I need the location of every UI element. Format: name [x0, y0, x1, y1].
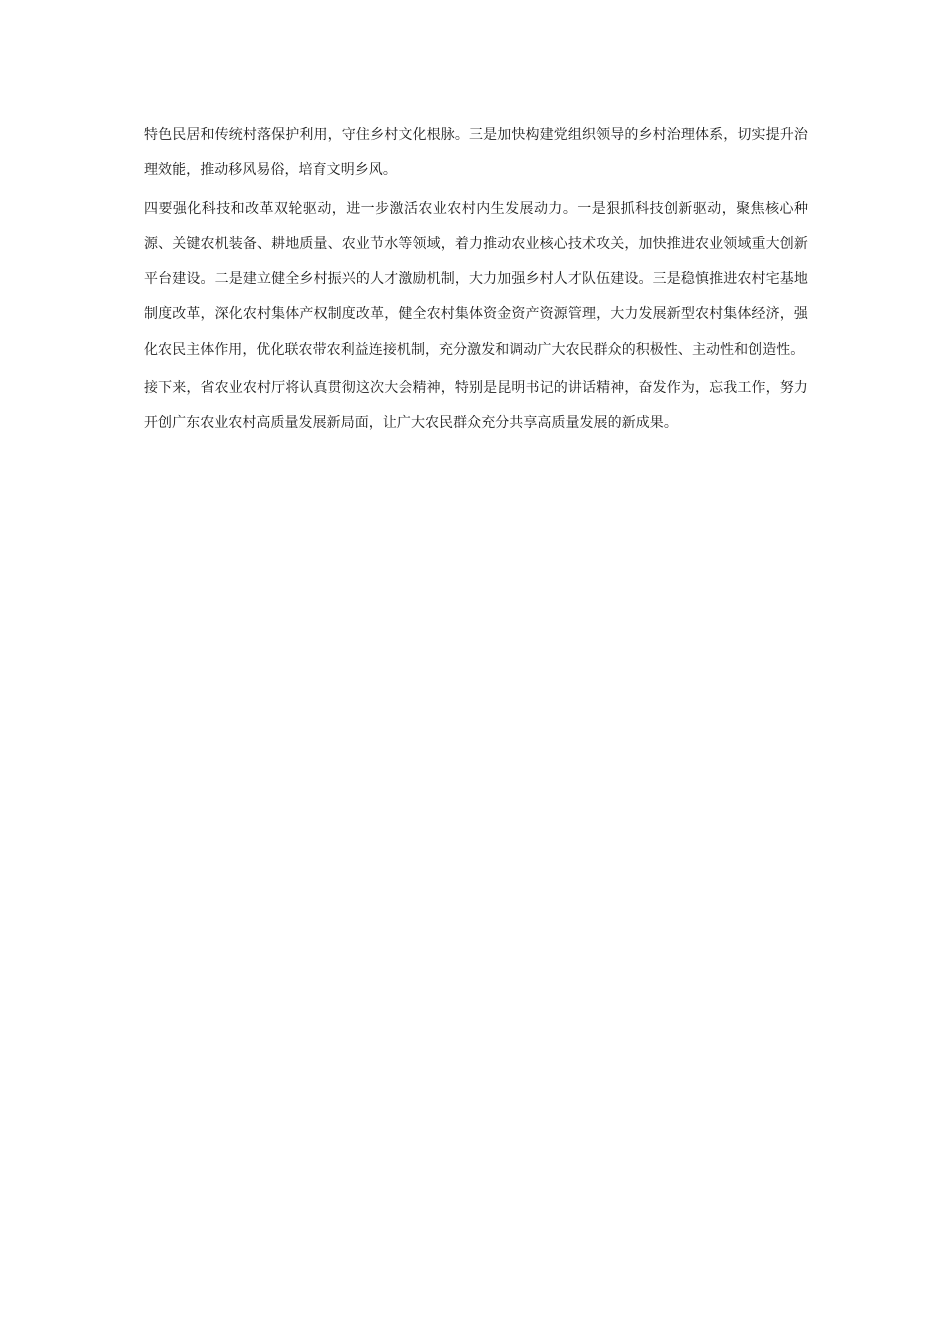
paragraph-continuation: 特色民居和传统村落保护利用，守住乡村文化根脉。三是加快构建党组织领导的乡村治理体系，切实提升治理效能，推动移风易俗，培育文明乡风。: [144, 127, 808, 179]
paragraph-technology-reform: 四要强化科技和改革双轮驱动，进一步激活农业农村内生发展动力。一是狠抓科技创新驱动，聚焦核心种源、关键农机装备、耕地质量、农业节水等领域，着力推动农业核心技术攻关，加快推进农业领域重大创新平台建设。二是建立健全乡村振兴的人才激励机制，大力加强乡村人才队伍建设。三是稳慎推进农村宅基地制度改革，深化农村集体产权制度改革，健全农村集体资金资产资源管理，大力发展新型农村集体经济，强化农民主体作用，优化联农带农利益连接机制，充分激发和调动广大农民群众的积极性、主动性和创造性。: [144, 200, 808, 358]
paragraph-next-steps: 接下来，省农业农村厅将认真贯彻这次大会精神，特别是昆明书记的讲话精神，奋发作为，忘我工作，努力开创广东农业农村高质量发展新局面，让广大农民群众充分共享高质量发展的新成果。: [144, 380, 808, 432]
document-body: [144, 118, 808, 445]
